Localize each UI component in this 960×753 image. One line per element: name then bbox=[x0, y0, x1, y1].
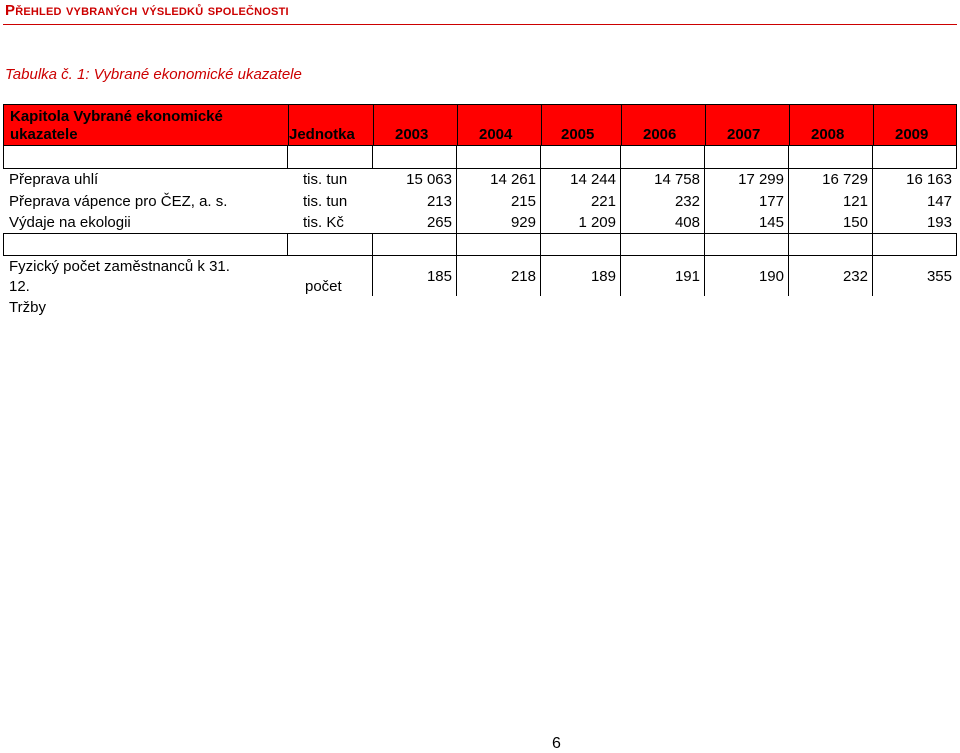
section-heading: Přehled vybraných výsledků společnosti bbox=[5, 2, 289, 19]
table-header bbox=[3, 104, 957, 146]
header-unit: Jednotka bbox=[289, 126, 355, 143]
cell-2005: 1 209 bbox=[578, 214, 616, 231]
row-unit: tis. Kč bbox=[303, 214, 344, 231]
page-number: 6 bbox=[552, 735, 561, 752]
header-year-2005: 2005 bbox=[561, 126, 595, 143]
header-year-2006: 2006 bbox=[643, 126, 677, 143]
cell-2006: 408 bbox=[674, 214, 700, 231]
cell-2009: 147 bbox=[926, 193, 952, 210]
cell-2008: 232 bbox=[842, 268, 868, 285]
cell-2009: 16 163 bbox=[906, 171, 952, 188]
row-unit: tis. tun bbox=[303, 171, 348, 188]
row-label-line2: 12. bbox=[9, 278, 30, 295]
cell-2005: 221 bbox=[590, 193, 616, 210]
header-chapter-line2: ukazatele bbox=[10, 126, 78, 143]
cell-2007: 177 bbox=[758, 193, 784, 210]
cell-2005: 14 244 bbox=[570, 171, 616, 188]
cell-2004: 215 bbox=[510, 193, 536, 210]
cell-2009: 193 bbox=[926, 214, 952, 231]
cell-2007: 190 bbox=[758, 268, 784, 285]
trailing-row-label: Tržby bbox=[9, 299, 46, 316]
cell-2007: 145 bbox=[758, 214, 784, 231]
cell-2009: 355 bbox=[926, 268, 952, 285]
cell-2004: 218 bbox=[510, 268, 536, 285]
header-year-2004: 2004 bbox=[479, 126, 513, 143]
cell-2003: 213 bbox=[426, 193, 452, 210]
cell-2006: 14 758 bbox=[654, 171, 700, 188]
header-chapter-line1: Kapitola Vybrané ekonomické bbox=[10, 108, 223, 125]
row-label-line1: Fyzický počet zaměstnanců k 31. bbox=[9, 258, 230, 275]
row-label: Přeprava vápence pro ČEZ, a. s. bbox=[9, 193, 228, 210]
header-year-2003: 2003 bbox=[395, 126, 429, 143]
cell-2003: 265 bbox=[426, 214, 452, 231]
cell-2004: 929 bbox=[510, 214, 536, 231]
table-caption: Tabulka č. 1: Vybrané ekonomické ukazatele bbox=[5, 66, 302, 83]
cell-2008: 150 bbox=[842, 214, 868, 231]
cell-2003: 185 bbox=[426, 268, 452, 285]
row-label: Výdaje na ekologii bbox=[9, 214, 131, 231]
heading-rule bbox=[3, 24, 957, 25]
cell-2005: 189 bbox=[590, 268, 616, 285]
row-unit: počet bbox=[305, 278, 342, 295]
header-year-2009: 2009 bbox=[895, 126, 929, 143]
cell-2007: 17 299 bbox=[738, 171, 784, 188]
cell-2006: 232 bbox=[674, 193, 700, 210]
cell-2008: 16 729 bbox=[822, 171, 868, 188]
cell-2006: 191 bbox=[674, 268, 700, 285]
row-unit: tis. tun bbox=[303, 193, 348, 210]
header-year-2007: 2007 bbox=[727, 126, 761, 143]
row-label: Přeprava uhlí bbox=[9, 171, 99, 188]
cell-2003: 15 063 bbox=[406, 171, 452, 188]
cell-2008: 121 bbox=[842, 193, 868, 210]
cell-2004: 14 261 bbox=[490, 171, 536, 188]
header-year-2008: 2008 bbox=[811, 126, 845, 143]
